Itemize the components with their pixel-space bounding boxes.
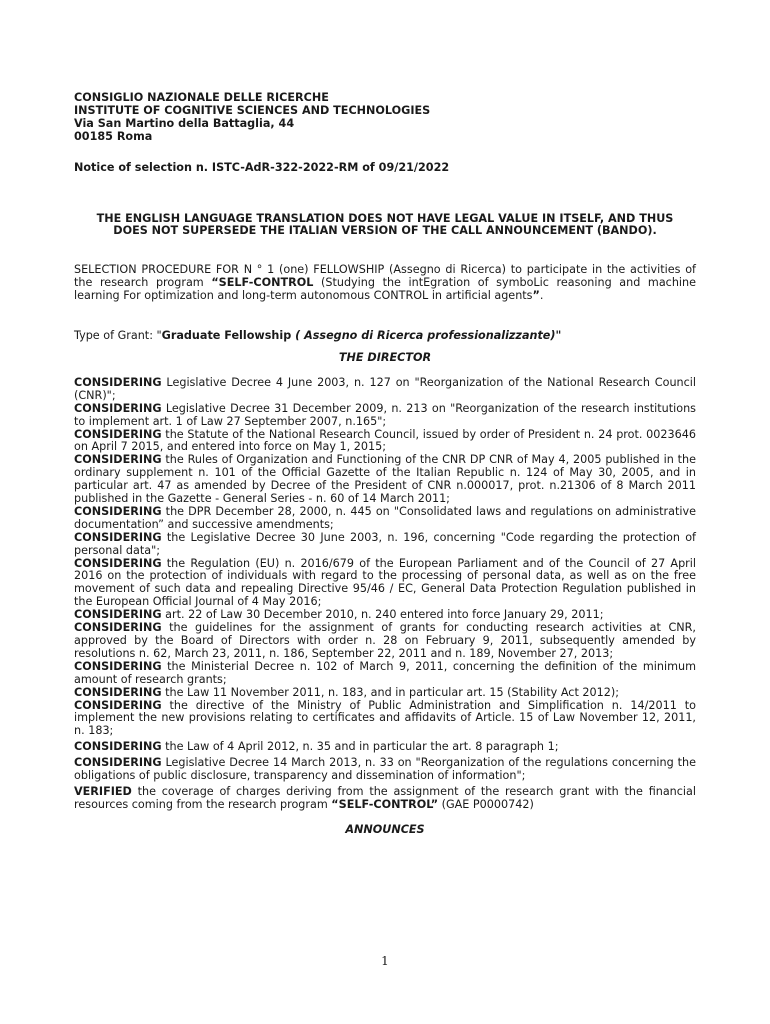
considering-item [74, 429, 696, 455]
considering-text: the Law 11 November 2011, n. 183, and in particular art. 15 (Stability Act 2012); [161, 685, 619, 699]
considering-keyword: CONSIDERING [74, 621, 162, 635]
considering-keyword: CONSIDERING [74, 740, 162, 754]
grant-prefix: Type of Grant: " [74, 329, 162, 343]
considering-item [74, 532, 696, 558]
considering-text: the Legislative Decree 30 June 2003, n. 196, concerning "Code regarding the protection of personal data"; [74, 530, 696, 557]
considering-text: art. 22 of Law 30 December 2010, n. 240 entered into force January 29, 2011; [161, 608, 604, 622]
considering-list [74, 377, 696, 812]
considering-keyword: CONSIDERING [74, 401, 162, 415]
director-heading: THE DIRECTOR [338, 350, 432, 364]
considering-text: the Rules of Organization and Functioning of the CNR DP CNR of May 4, 2005 published in the ordinary supplement n. 101 of the Official Gazette of the Italian Republic n. 124 of May 30, 2005, and in particular art. 47 as amended by Decree of the President of CNR n.000017, prot. n.21306 of 8 March 2011 published in the Gazette - General Series - n. 60 of 14 March 2011; [74, 453, 696, 506]
considering-text: the DPR December 28, 2000, n. 445 on "Consolidated laws and regulations on administrative documentation” and successive amendments; [74, 504, 696, 531]
considering-keyword: CONSIDERING [74, 504, 162, 518]
grant-italic-name: ( Assegno di Ricerca professionalizzante) [295, 329, 556, 343]
considering-text: Legislative Decree 31 December 2009, n. 213 on "Reorganization of the research institutions to implement art. 1 of Law 27 September 2007, n.165"; [74, 401, 696, 428]
considering-keyword: CONSIDERING [74, 659, 162, 673]
considering-keyword: CONSIDERING [74, 453, 162, 467]
considering-text: the Statute of the National Research Council, issued by order of President n. 24 prot. 0023646 on April 7 2015, and entered into force on May 1, 2015; [74, 427, 696, 454]
considering-text: the directive of the Ministry of Public Administration and Simplification n. 14/2011 to implement the new provisions relating to certificates and affidavits of Article. 15 of Law November 12, 2011, n. 183; [74, 698, 696, 738]
considering-item [74, 622, 696, 661]
verified-text: the coverage of charges deriving from the assignment of the research grant with the financial resources coming from the research program [74, 784, 696, 811]
page-number: 1 [381, 954, 389, 968]
considering-item [74, 403, 696, 429]
selection-procedure [74, 264, 696, 303]
verified-program: “SELF-CONTROL” [331, 797, 439, 811]
verified-end: (GAE P0000742) [438, 797, 534, 811]
considering-keyword: CONSIDERING [74, 698, 162, 712]
considering-item [74, 454, 696, 506]
considering-text: Legislative Decree 4 June 2003, n. 127 on "Reorganization of the National Research Council (CNR)"; [74, 375, 696, 402]
notice-of-selection: Notice of selection n. ISTC-AdR-322-2022-RM of 09/21/2022 [74, 160, 450, 174]
considering-item [74, 757, 696, 783]
considering-keyword: CONSIDERING [74, 530, 162, 544]
selection-text-2: (Studying the intEgration of symboLic reasoning and machine learning For optimization and long-term autonomous CONTROL in artificial agents [74, 276, 697, 303]
considering-keyword: CONSIDERING [74, 756, 162, 770]
considering-text: the Regulation (EU) n. 2016/679 of the European Parliament and of the Council of 27 April 2016 on the protection of individuals with regard to the processing of personal data, as well as on the free movement of such data and repealing Directive 95/46 / EC, General Data Protection Regulation published in the European Official Journal of 4 May 2016; [74, 556, 696, 609]
translation-disclaimer: THE ENGLISH LANGUAGE TRANSLATION DOES NOT HAVE LEGAL VALUE IN ITSELF, AND THUS DOES NOT SUPERSEDE THE ITALIAN VERSION OF THE CALL ANNOUNCEMENT (BANDO). [96, 211, 674, 238]
document-page [74, 92, 696, 837]
considering-item [74, 506, 696, 532]
considering-item [74, 741, 696, 754]
considering-keyword: CONSIDERING [74, 375, 162, 389]
grant-suffix: " [555, 329, 562, 343]
announces-heading: ANNOUNCES [345, 822, 425, 836]
header-line-3: Via San Martino della Battaglia, 44 [74, 116, 295, 130]
considering-item [74, 377, 696, 403]
considering-text: the guidelines for the assignment of grants for conducting research activities at CNR, approved by the Board of Directors with order n. 28 on February 9, 2011, subsequently amended by resolutions n. 62, March 23, 2011, n. 186, September 22, 2011 and n. 189, November 27, 2013; [74, 621, 696, 660]
selection-program: “SELF-CONTROL [211, 276, 314, 290]
header-line-4: 00185 Roma [74, 129, 153, 143]
considering-keyword: CONSIDERING [74, 556, 162, 570]
grant-name: Graduate Fellowship [161, 329, 296, 343]
selection-close-quote: ” [532, 289, 540, 303]
selection-text-end: . [539, 289, 544, 303]
considering-keyword: CONSIDERING [74, 427, 162, 441]
considering-text: the Law of 4 April 2012, n. 35 and in particular the art. 8 paragraph 1; [161, 740, 559, 754]
selection-text-1: SELECTION PROCEDURE FOR N ° 1 (one) FELLOWSHIP (Assegno di Ricerca) to participate in the activities of the research program [74, 263, 696, 290]
considering-item [74, 700, 696, 739]
header-line-1: CONSIGLIO NAZIONALE DELLE RICERCHE [74, 91, 329, 104]
considering-text: Legislative Decree 14 March 2013, n. 33 on "Reorganization of the regulations concerning the obligations of public disclosure, transparency and dissemination of information"; [74, 756, 696, 783]
considering-item [74, 558, 696, 610]
verified-item [74, 786, 696, 812]
header-line-2: INSTITUTE OF COGNITIVE SCIENCES AND TECHNOLOGIES [74, 103, 431, 117]
considering-text: the Ministerial Decree n. 102 of March 9, 2011, concerning the definition of the minimum amount of research grants; [74, 659, 696, 686]
considering-keyword: CONSIDERING [74, 685, 162, 699]
considering-keyword: CONSIDERING [74, 608, 162, 622]
grant-type [74, 330, 696, 343]
considering-item [74, 661, 696, 687]
institution-header [74, 92, 696, 144]
verified-keyword: VERIFIED [74, 784, 132, 798]
